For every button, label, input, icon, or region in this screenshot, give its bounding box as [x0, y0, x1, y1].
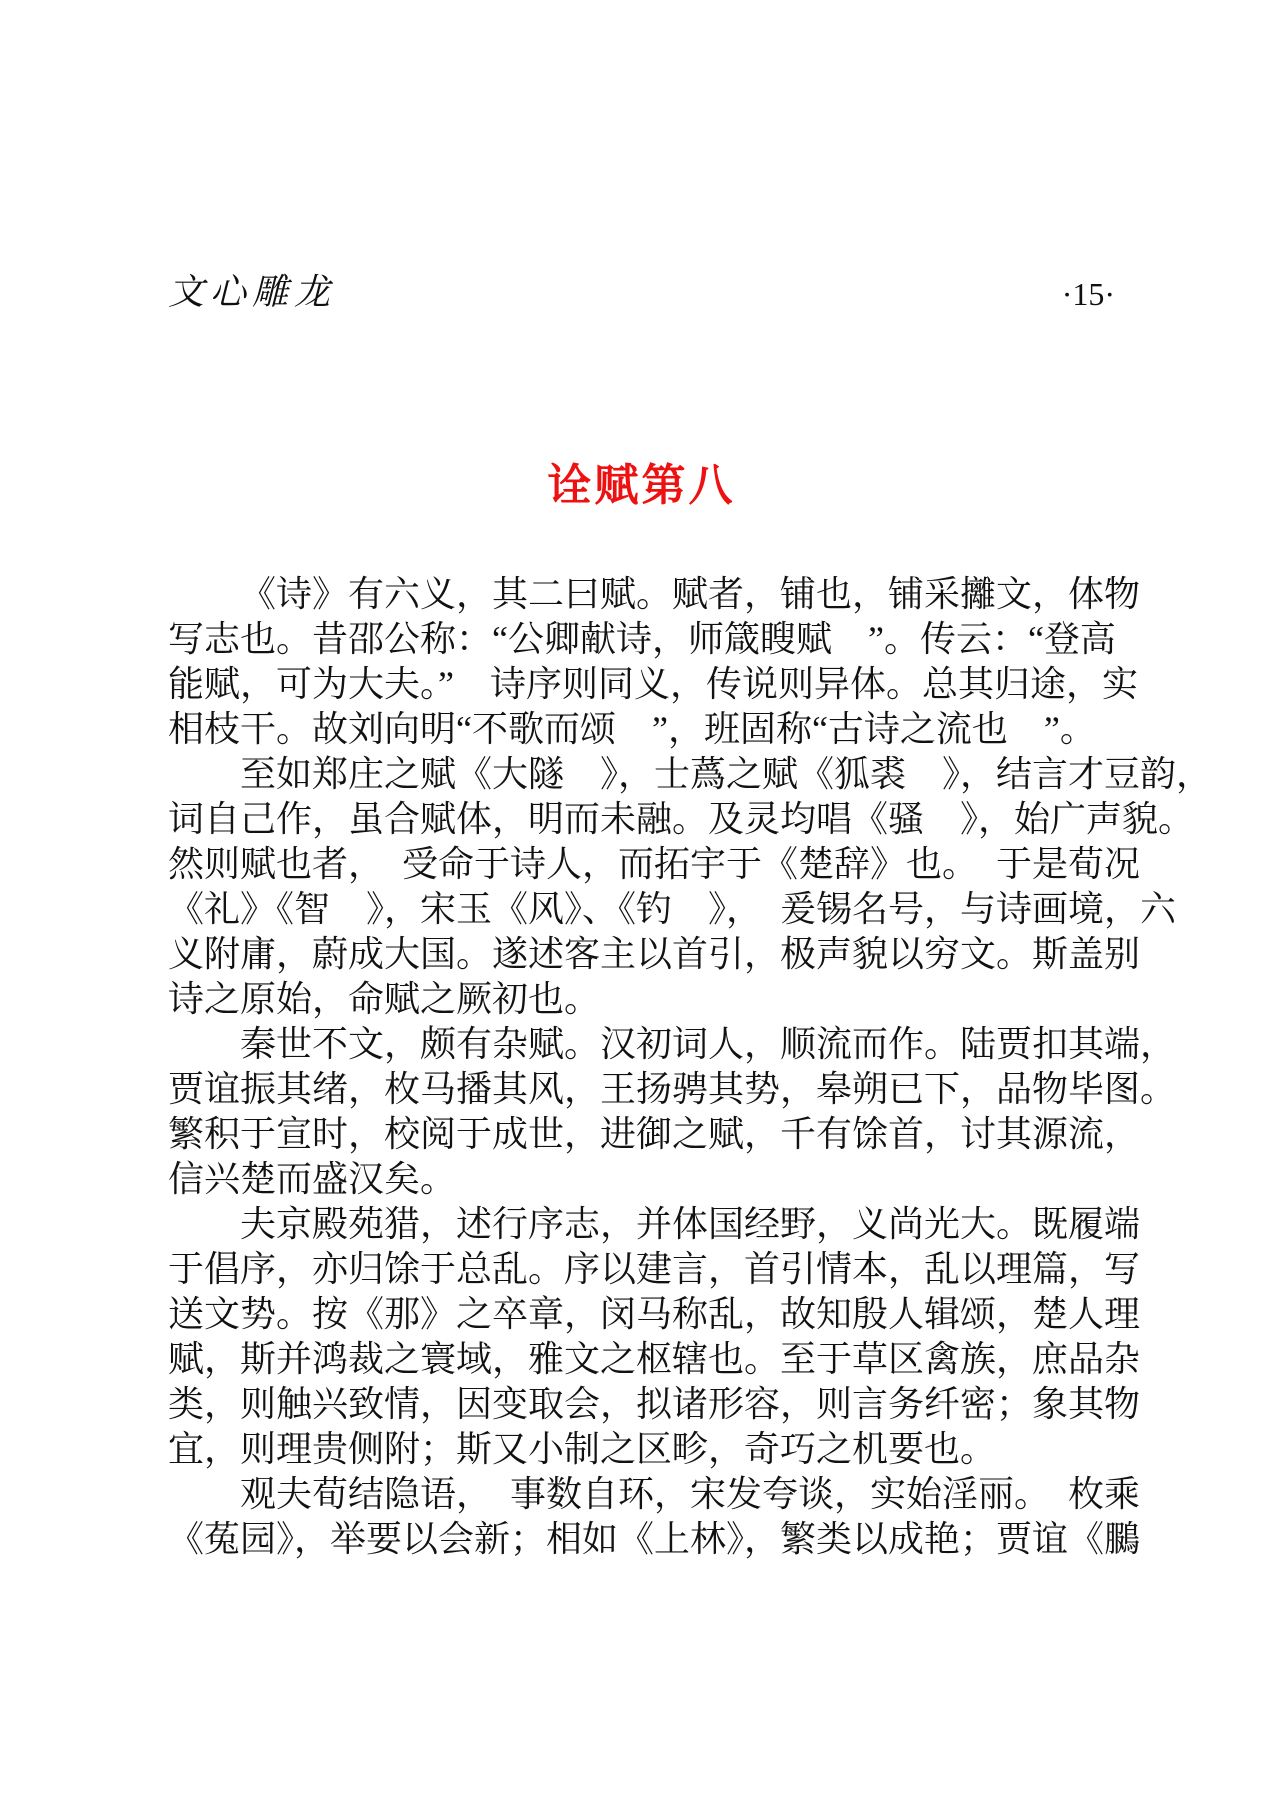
text-line: 繁积于宣时，校阅于成世，进御之赋，千有馀首，讨其源流，: [168, 1114, 1141, 1154]
text-line: 秦世不文，颇有杂赋。汉初词人，顺流而作。陆贾扣其端，: [240, 1024, 1177, 1064]
text-line: 信兴楚而盛汉矣。: [168, 1159, 457, 1199]
chapter-title: 诠赋第八: [547, 460, 736, 511]
text-line: 于倡序，亦归馀于总乱。序以建言，首引情本，乱以理篇，写: [168, 1249, 1141, 1289]
text-line: 贾谊振其绪，枚马播其风，王扬骋其势，皋朔已下，品物毕图。: [168, 1069, 1177, 1109]
text-line: 写志也。昔邵公称：“公卿献诗，师箴瞍赋 ”。传云：“登高: [168, 619, 1116, 659]
running-header: [168, 246, 1115, 310]
body-text: [168, 572, 1213, 1562]
text-line: 送文势。按《那》之卒章，闵马称乱，故知殷人辑颂，楚人理: [168, 1294, 1141, 1334]
text-line: 义附庸，蔚成大国。遂述客主以首引，极声貌以穷文。斯盖别: [168, 934, 1141, 974]
text-line: 《菟园》，举要以会新；相如《上林》，繁类以成艳；贾谊《鵩: [168, 1519, 1141, 1559]
text-line: 宜，则理贵侧附；斯又小制之区畛，奇巧之机要也。: [168, 1429, 997, 1469]
text-line: 诗之原始，命赋之厥初也。: [168, 979, 601, 1019]
text-line: 夫京殿苑猎，述行序志，并体国经野，义尚光大。既履端: [240, 1204, 1141, 1244]
book-title: 文心雕龙: [168, 272, 337, 312]
text-line: 词自己作，虽合赋体，明而未融。及灵均唱《骚 》，始广声貌。: [168, 799, 1195, 839]
text-line: 然则赋也者， 受命于诗人，而拓宇于《楚辞》也。 于是荀况: [168, 844, 1141, 884]
text-line: 类，则触兴致情，因变取会，拟诸形容，则言务纤密；象其物: [168, 1384, 1141, 1424]
text-line: 相枝干。故刘向明“不歌而颂 ”，班固称“古诗之流也 ”。: [168, 709, 1096, 749]
text-line: 赋，斯并鸿裁之寰域，雅文之枢辖也。至于草区禽族，庶品杂: [168, 1339, 1141, 1379]
text-line: 《礼》《智 》，宋玉《风》、《钓 》， 爰锡名号，与诗画境，六: [168, 889, 1177, 929]
text-line: 观夫荀结隐语， 事数自环，宋发夸谈，实始淫丽。 枚乘: [240, 1474, 1141, 1514]
text-line: 《诗》有六义，其二曰赋。赋者，铺也，铺采攡文，体物: [240, 574, 1141, 614]
text-line: 至如郑庄之赋《大隧 》，士蔿之赋《狐裘 》，结言才豆韵，: [240, 754, 1213, 794]
text-line: 能赋，可为大夫。” 诗序则同义，传说则异体。总其归途，实: [168, 664, 1138, 704]
page-number: ·15·: [1061, 276, 1115, 312]
